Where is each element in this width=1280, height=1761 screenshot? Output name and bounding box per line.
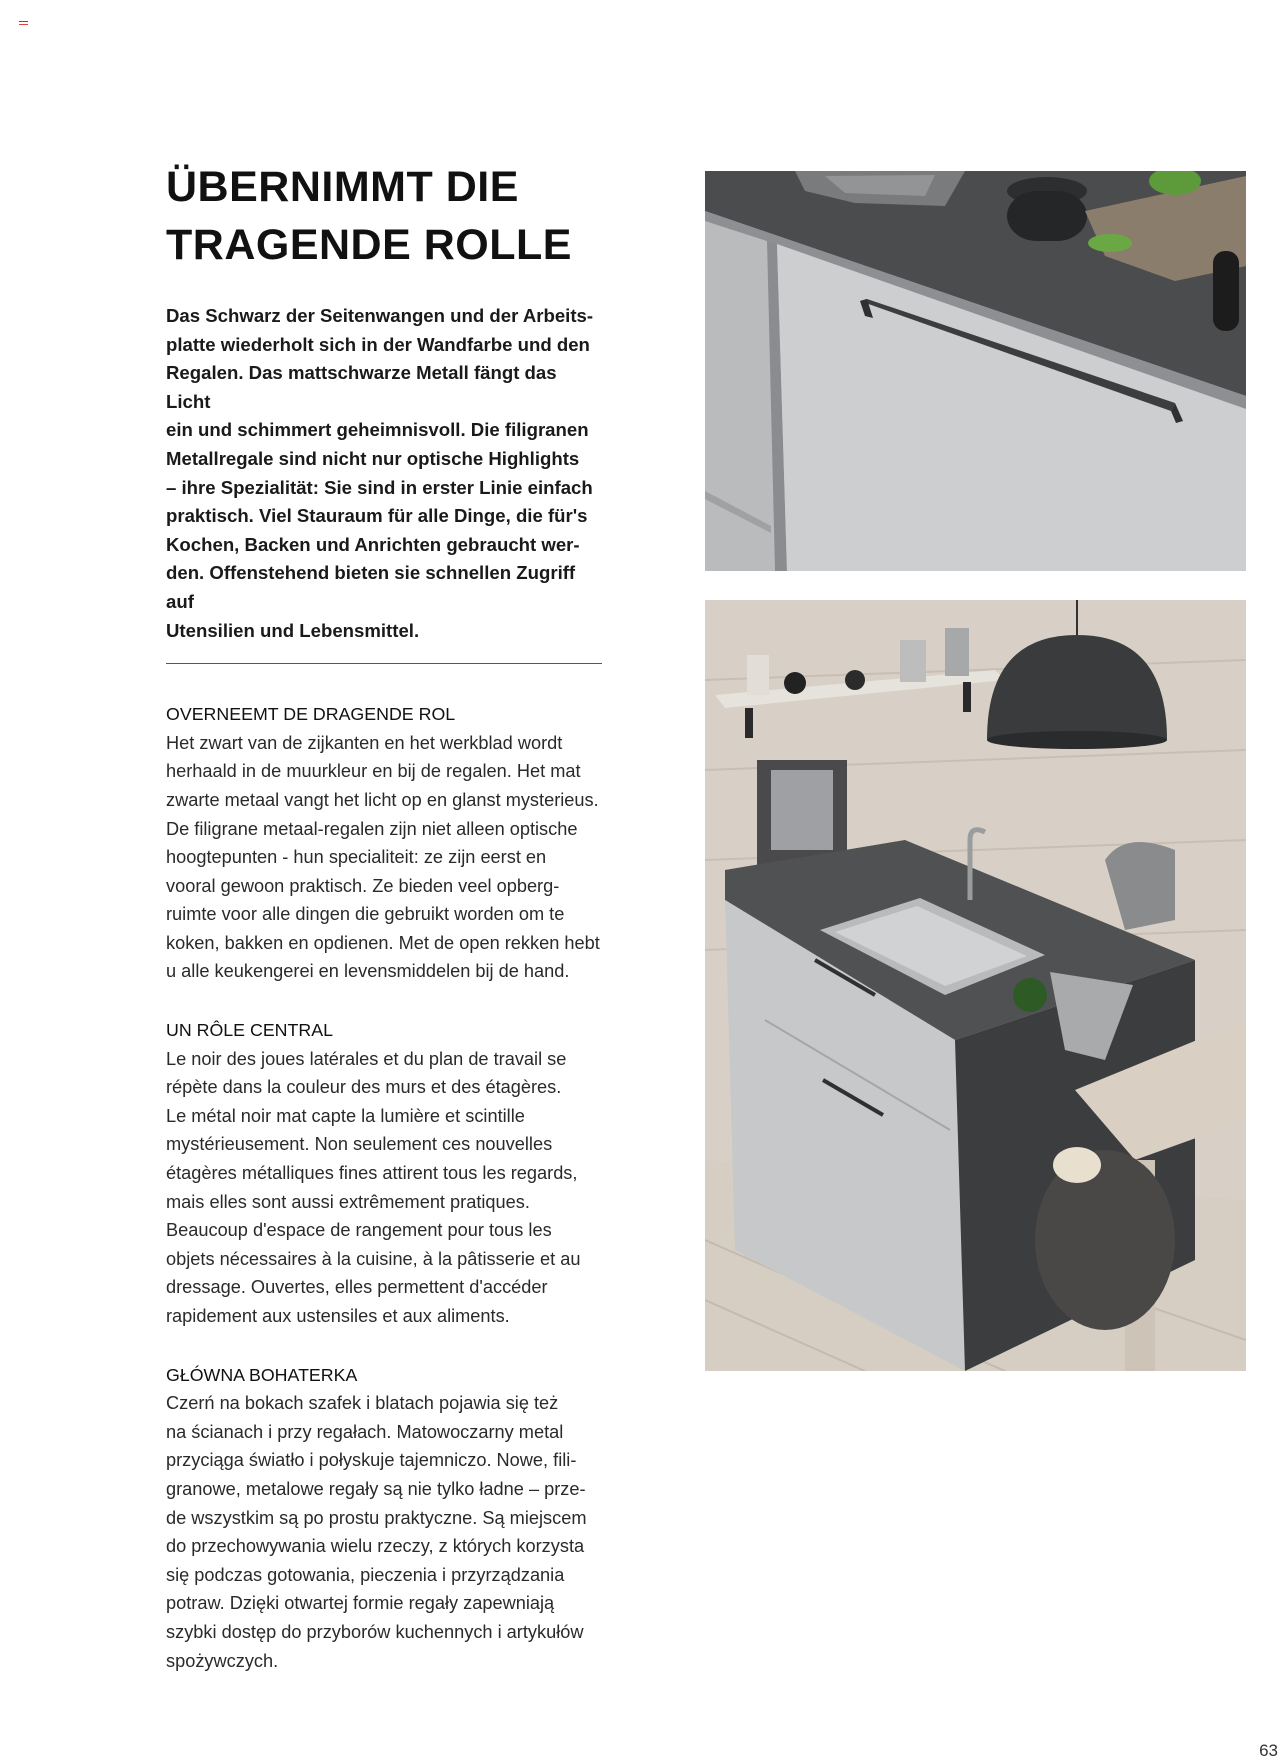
intro-paragraph: Das Schwarz der Seitenwangen und der Arbeits- platte wiederholt sich in der Wandfarbe und den Regalen. Das mattschwarze Metall fängt das Licht ein und schimmert geheimnisvoll. Die filigranen Metallregale sind nicht nur optische Highlights – ihre Spezialität: Sie sind in erster Linie einfach praktisch. Viel Stauraum für alle Dinge, die für's Kochen, Backen und Anrichten gebraucht wer- den. Offenstehend bieten sie schnellen Zugriff auf Utensilien und Lebensmittel.: [166, 305, 594, 641]
section-french: [166, 1016, 606, 1331]
section-body: Het zwart van de zijkanten en het werkblad wordt herhaald in de muurkleur en bij de regalen. Het mat zwarte metaal vangt het licht op en glanst mysterieus. De filigrane metaal-regalen zijn niet alleen optische hoogtepunten - hun specialiteit: ze zijn eerst en vooral gewoon praktisch. Ze bieden veel opberg- ruimte voor alle dingen die gebruikt worden om te koken, bakken en opdienen. Met de open rekken hebt u alle keukengerei en levensmiddelen bij de hand.: [166, 732, 600, 982]
page-number: 63: [1259, 1741, 1278, 1760]
section-title: UN RÔLE CENTRAL: [166, 1020, 333, 1041]
headline: ÜBERNIMMT DIE TRAGENDE ROLLE: [166, 163, 572, 269]
divider: [166, 663, 602, 664]
photo-kitchen: [705, 600, 1246, 1371]
section-body: Le noir des joues latérales et du plan de travail se répète dans la couleur des murs et des étagères. Le métal noir mat capte la lumière et scintille mystérieusement. Non seulement ces nouvelles étagères métalliques fines attirent tous les regards, mais elles sont aussi extrêmement pratiques. Beaucoup d'espace de rangement pour tous les objets nécessaires à la cuisine, à la pâtisserie et au dressage. Ouvertes, elles permettent d'accéder rapidement aux ustensiles et aux aliments.: [166, 1048, 581, 1326]
section-polish: [166, 1361, 606, 1676]
section-title: GŁÓWNA BOHATERKA: [166, 1364, 358, 1385]
text-column: [166, 158, 606, 1675]
section-dutch: [166, 700, 606, 986]
section-title: OVERNEEMT DE DRAGENDE ROL: [166, 704, 456, 725]
flag-icon: [19, 21, 28, 28]
photo-drawer-handle: [705, 171, 1246, 571]
section-body: Czerń na bokach szafek i blatach pojawia się też na ścianach i przy regałach. Matowoczarny metal przyciąga światło i połyskuje tajemniczo. Nowe, fili- granowe, metalowe regały są nie tylko ładne – prze- de wszystkim są po prostu praktyczne. Są miejscem do przechowywania wielu rzeczy, z których korzysta się podczas gotowania, pieczenia i przyrządzania potraw. Dzięki otwartej formie regały zapewniają szybki dostęp do przyborów kuchennych i artykułów spożywczych.: [166, 1393, 587, 1671]
